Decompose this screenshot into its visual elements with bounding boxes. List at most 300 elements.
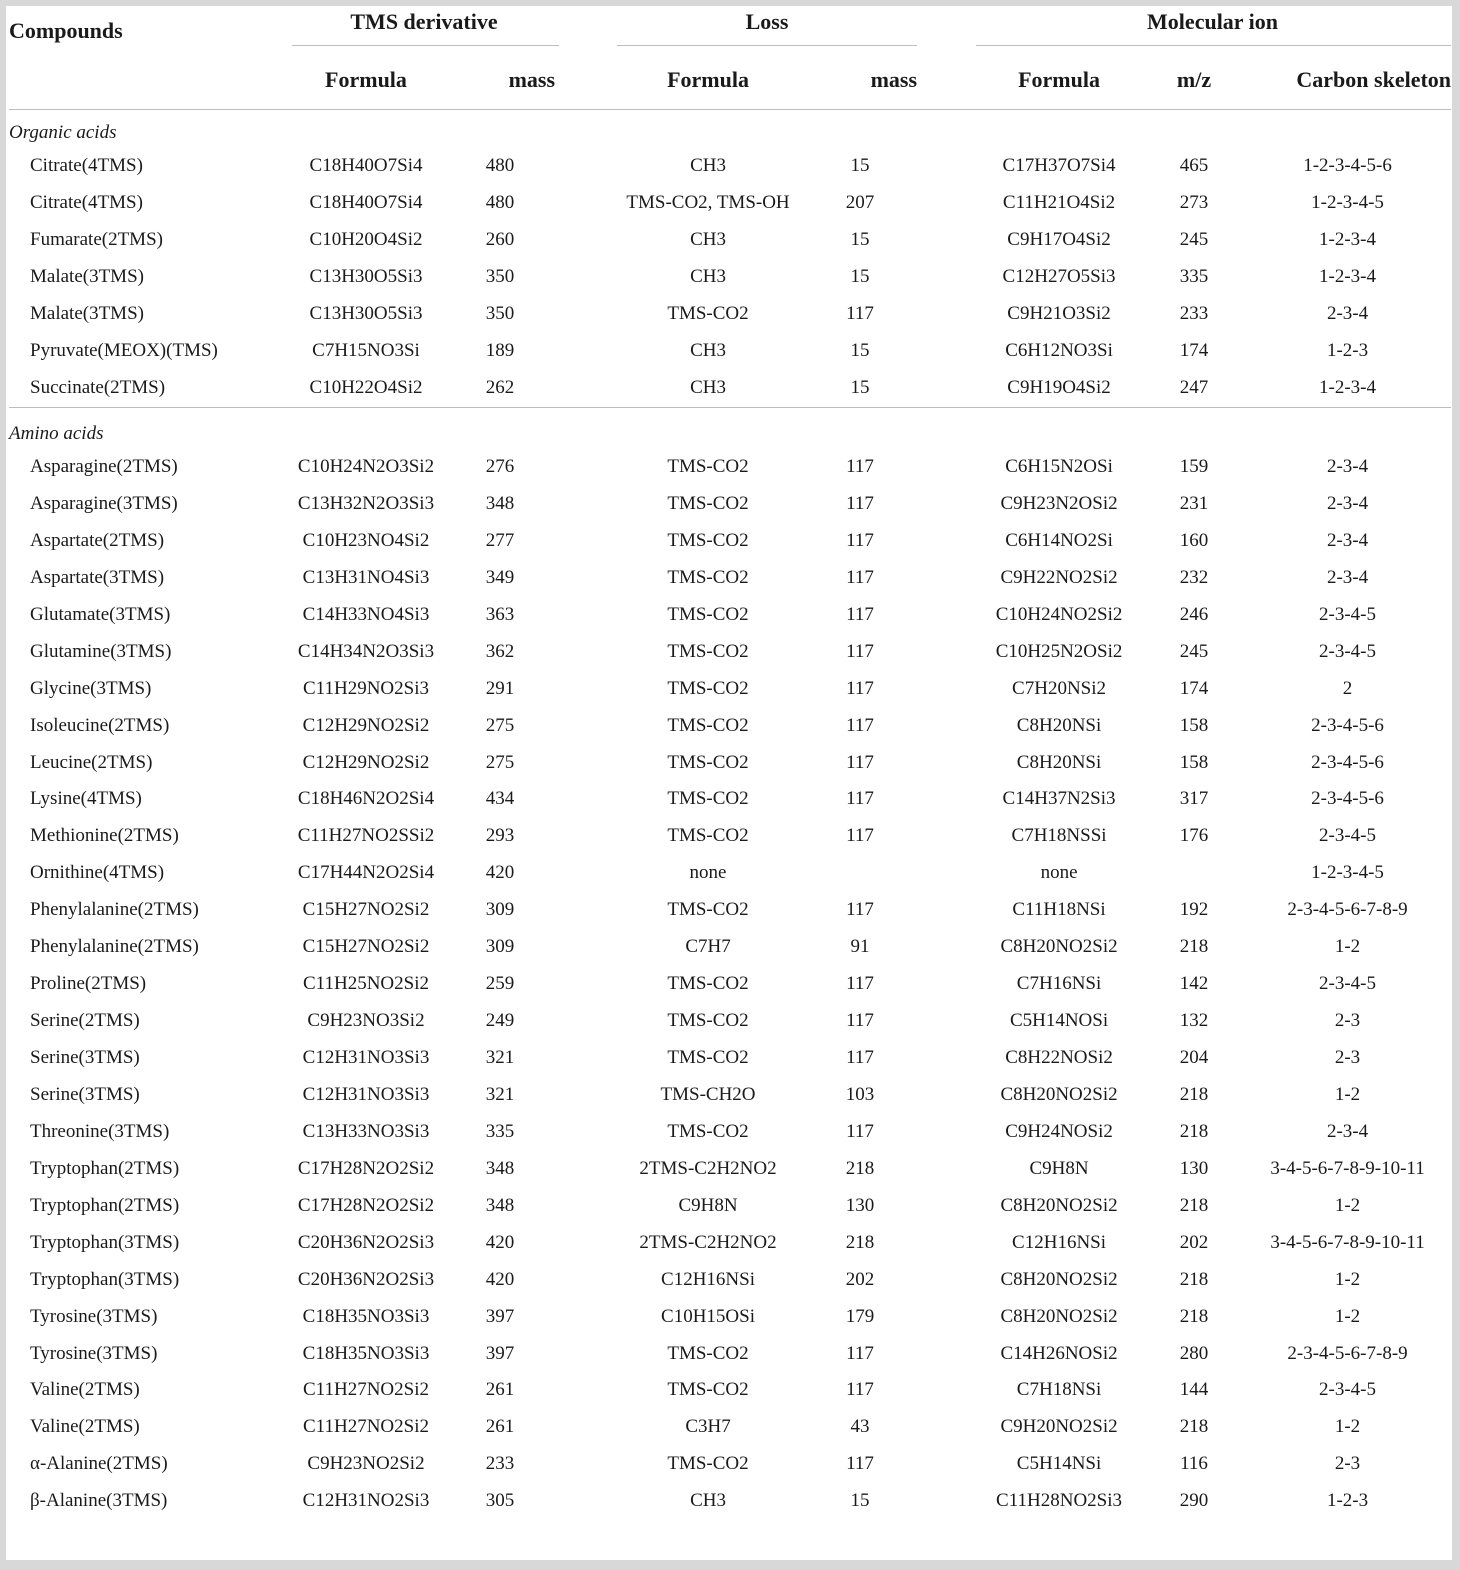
carbon-skeleton: 1-2 [1334,1083,1361,1105]
carbon-skeleton: 1-2-3-4 [1319,266,1377,288]
tms-mass: 276 [485,456,515,478]
table-row [9,818,1451,855]
loss-formula: TMS-CO2 [667,714,749,736]
spacer [558,1187,615,1224]
table-row [9,559,1451,596]
spacer [919,1335,974,1372]
carbon-skeleton: 2-3-4 [1326,303,1369,325]
carbon-skeleton: 3-4-5-6-7-8-9-10-11 [1270,1231,1425,1253]
spacer [558,596,615,633]
loss-mass: 202 [845,1268,875,1290]
tms-formula: C18H40O7Si4 [309,155,423,177]
loss-mass: 117 [846,492,874,514]
tms-mass: 249 [485,1010,515,1032]
tms-formula: C11H27NO2Si2 [303,1416,429,1438]
spacer [558,892,615,929]
spacer [558,1040,615,1077]
compound-name: Succinate(2TMS) [30,377,166,399]
compound-name: Aspartate(2TMS) [30,529,165,551]
loss-mass: 15 [850,229,870,251]
section-row [9,407,1451,449]
ion-formula: C9H20NO2Si2 [1000,1416,1118,1438]
tms-mass: 348 [485,1194,515,1216]
tms-formula: C15H27NO2Si2 [302,899,430,921]
spacer [558,1224,615,1261]
tms-mass: 420 [485,1268,515,1290]
loss-formula: TMS-CO2 [667,603,749,625]
spacer [919,744,974,781]
tms-mass: 309 [485,936,515,958]
ion-formula: C9H23N2OSi2 [1000,492,1118,514]
spacer [558,1483,615,1520]
spacer [558,929,615,966]
spacer [558,222,615,259]
compound-name: Leucine(2TMS) [30,751,153,773]
table-row [9,596,1451,633]
ion-formula: C7H20NSi2 [1012,677,1107,699]
loss-formula: TMS-CO2, TMS-OH [626,192,790,214]
ion-formula: C11H21O4Si2 [1002,192,1116,214]
loss-mass: 117 [846,751,874,773]
tms-formula: C18H35NO3Si3 [302,1305,430,1327]
loss-mass: 117 [846,788,874,810]
ion-mz: 247 [1179,377,1209,399]
header-spacer-2 [919,51,974,110]
carbon-skeleton: 2-3-4-5 [1319,973,1377,995]
ion-formula: C8H20NO2Si2 [1000,1305,1118,1327]
header-ion-formula: Formula [1018,67,1100,92]
carbon-skeleton: 2-3-4-5-6-7-8-9 [1287,899,1408,921]
ion-mz: 174 [1179,340,1209,362]
table-row [9,449,1451,486]
spacer [919,596,974,633]
carbon-skeleton: 2-3-4-5 [1319,1379,1377,1401]
table-row [9,148,1451,185]
header-group-tms [290,6,558,51]
loss-formula: CH3 [690,266,726,288]
tms-formula: C20H36N2O2Si3 [297,1268,435,1290]
tms-mass: 321 [485,1047,515,1069]
loss-mass: 117 [846,714,874,736]
spacer [919,259,974,296]
loss-mass: 117 [846,1120,874,1142]
tms-mass: 277 [485,529,515,551]
loss-mass: 117 [846,973,874,995]
loss-formula: C3H7 [685,1416,731,1438]
compound-name: Isoleucine(2TMS) [30,714,170,736]
table-row [9,633,1451,670]
tms-mass: 363 [485,603,515,625]
loss-mass: 117 [846,1379,874,1401]
loss-mass: 117 [846,303,874,325]
fragment-ion-table [9,6,1451,1520]
tms-formula: C18H35NO3Si3 [302,1342,430,1364]
spacer [919,670,974,707]
ion-formula: C9H8N [1029,1157,1089,1179]
spacer [919,633,974,670]
tms-mass: 291 [485,677,515,699]
header-compounds: Compounds [9,18,123,43]
spacer [558,818,615,855]
compound-name: Valine(2TMS) [30,1416,140,1438]
carbon-skeleton: 2-3-4 [1326,456,1369,478]
spacer [558,296,615,333]
carbon-skeleton: 2-3-4-5 [1319,603,1377,625]
loss-formula: TMS-CO2 [667,1453,749,1475]
ion-mz: 335 [1179,266,1209,288]
spacer [919,559,974,596]
tms-mass: 335 [485,1120,515,1142]
ion-mz: 218 [1179,1416,1209,1438]
spacer [558,259,615,296]
ion-formula: C8H20NO2Si2 [1000,1194,1118,1216]
carbon-skeleton: 1-2 [1334,936,1361,958]
tms-mass: 350 [485,303,515,325]
loss-formula: TMS-CH2O [660,1083,756,1105]
compound-name: Methionine(2TMS) [30,825,179,847]
header-group-ion [974,6,1451,51]
section-title: Organic acids [9,122,117,143]
ion-mz: 246 [1179,603,1209,625]
header-rule-ion [976,45,1451,46]
spacer [919,1040,974,1077]
spacer [919,1224,974,1261]
loss-formula: TMS-CO2 [667,1120,749,1142]
ion-mz: 465 [1179,155,1209,177]
table-row [9,1187,1451,1224]
spacer [919,1003,974,1040]
carbon-skeleton: 2-3-4 [1326,492,1369,514]
spacer [919,781,974,818]
ion-mz: 174 [1179,677,1209,699]
spacer [558,449,615,486]
ion-formula: C8H22NOSi2 [1005,1047,1113,1069]
ion-mz: 218 [1179,1194,1209,1216]
carbon-skeleton: 2-3-4-5-6-7-8-9 [1287,1342,1408,1364]
tms-mass: 350 [485,266,515,288]
loss-mass: 15 [850,1490,870,1512]
spacer [919,1446,974,1483]
carbon-skeleton: 2-3-4 [1326,1120,1369,1142]
ion-formula: C8H20NO2Si2 [1000,936,1118,958]
spacer [919,855,974,892]
loss-formula: CH3 [690,340,726,362]
spacer [919,1113,974,1150]
tms-mass: 420 [485,1231,515,1253]
ion-mz: 218 [1179,1305,1209,1327]
loss-formula: TMS-CO2 [667,788,749,810]
spacer [558,744,615,781]
ion-mz: 158 [1179,714,1209,736]
table-row [9,744,1451,781]
header-ion-skeleton: Carbon skeleton [1296,67,1452,92]
ion-mz: 158 [1179,751,1209,773]
table-row [9,1113,1451,1150]
compound-name: Tryptophan(2TMS) [30,1157,180,1179]
tms-mass: 259 [485,973,515,995]
header-tms-mass: mass [508,67,556,92]
header-row-groups [9,6,1451,51]
loss-formula: TMS-CO2 [667,973,749,995]
compound-name: Tyrosine(3TMS) [30,1305,158,1327]
tms-formula: C17H28N2O2Si2 [297,1157,435,1179]
spacer [919,222,974,259]
tms-formula: C12H31NO2Si3 [302,1490,430,1512]
ion-formula: C10H24NO2Si2 [995,603,1123,625]
compound-name: Aspartate(3TMS) [30,566,165,588]
spacer [919,1298,974,1335]
carbon-skeleton: 1-2-3 [1326,1490,1369,1512]
carbon-skeleton: 1-2 [1334,1305,1361,1327]
compound-name: Malate(3TMS) [30,303,144,325]
ion-formula: C6H14NO2Si [1005,529,1113,551]
spacer [919,892,974,929]
loss-mass: 117 [846,1010,874,1032]
compound-name: Glycine(3TMS) [30,677,152,699]
table-row [9,1483,1451,1520]
tms-formula: C13H32N2O3Si3 [297,492,435,514]
loss-mass: 130 [845,1194,875,1216]
table-row [9,222,1451,259]
header-group-ion-label: Molecular ion [1147,9,1279,34]
compound-name: Threonine(3TMS) [30,1120,170,1142]
spacer [919,296,974,333]
tms-formula: C12H29NO2Si2 [302,714,430,736]
ion-formula: C9H19O4Si2 [1007,377,1111,399]
ion-mz [1144,855,1244,892]
loss-formula: TMS-CO2 [667,1342,749,1364]
loss-formula: TMS-CO2 [667,1379,749,1401]
tms-formula: C10H24N2O3Si2 [297,456,435,478]
ion-mz: 245 [1179,640,1209,662]
loss-formula: TMS-CO2 [667,640,749,662]
tms-formula: C17H44N2O2Si4 [297,862,435,884]
compound-name: Fumarate(2TMS) [30,229,163,251]
header-tms-formula: Formula [325,67,407,92]
section-title: Amino acids [9,407,1451,449]
tms-mass: 348 [485,1157,515,1179]
tms-formula: C11H27NO2SSi2 [297,825,435,847]
loss-formula: CH3 [690,229,726,251]
carbon-skeleton: 2 [1342,677,1353,699]
ion-formula: C14H26NOSi2 [1000,1342,1118,1364]
tms-formula: C11H27NO2Si2 [303,1379,429,1401]
tms-mass: 305 [485,1490,515,1512]
compound-name: Malate(3TMS) [30,266,144,288]
loss-mass: 179 [845,1305,875,1327]
spacer [558,1335,615,1372]
tms-mass: 262 [485,377,515,399]
carbon-skeleton: 1-2-3-4 [1319,229,1377,251]
ion-mz: 280 [1179,1342,1209,1364]
header-group-loss-label: Loss [745,9,789,34]
header-group-loss [615,6,919,51]
ion-formula: C9H24NOSi2 [1005,1120,1113,1142]
table-row [9,781,1451,818]
carbon-skeleton: 1-2 [1334,1194,1361,1216]
spacer [558,522,615,559]
spacer [558,670,615,707]
spacer [919,185,974,222]
loss-mass: 117 [846,603,874,625]
ion-formula: C5H14NSi [1016,1453,1102,1475]
compound-name: β-Alanine(3TMS) [30,1490,168,1512]
carbon-skeleton: 2-3 [1334,1010,1361,1032]
compound-name: Serine(2TMS) [30,1010,140,1032]
spacer [919,333,974,370]
carbon-skeleton: 1-2 [1334,1268,1361,1290]
tms-mass: 348 [485,492,515,514]
ion-mz: 218 [1179,936,1209,958]
compound-name: Valine(2TMS) [30,1379,140,1401]
ion-mz: 204 [1179,1047,1209,1069]
table-row [9,1409,1451,1446]
spacer [919,818,974,855]
carbon-skeleton: 2-3-4 [1326,566,1369,588]
table-row [9,1224,1451,1261]
tms-formula: C14H33NO4Si3 [302,603,430,625]
ion-mz: 232 [1179,566,1209,588]
spacer [558,559,615,596]
table-row [9,1150,1451,1187]
tms-mass: 434 [485,788,515,810]
carbon-skeleton: 2-3-4-5-6 [1311,751,1384,773]
spacer [919,1150,974,1187]
ion-formula: C8H20NO2Si2 [1000,1268,1118,1290]
compound-name: Asparagine(3TMS) [30,492,178,514]
loss-formula: C9H8N [678,1194,738,1216]
table-row [9,929,1451,966]
carbon-skeleton: 2-3-4-5 [1319,825,1377,847]
ion-mz: 130 [1179,1157,1209,1179]
ion-mz: 245 [1179,229,1209,251]
tms-formula: C9H23NO3Si2 [307,1010,425,1032]
ion-formula: C12H16NSi [1012,1231,1107,1253]
tms-mass: 480 [485,155,515,177]
ion-mz: 233 [1179,303,1209,325]
header-gap-2 [919,6,974,51]
table-row [9,855,1451,892]
table-row [9,670,1451,707]
spacer [919,966,974,1003]
tms-formula: C11H29NO2Si3 [303,677,429,699]
spacer [558,855,615,892]
tms-formula: C20H36N2O2Si3 [297,1231,435,1253]
ion-formula: C12H27O5Si3 [1002,266,1116,288]
ion-mz: 192 [1179,899,1209,921]
compound-name: Serine(3TMS) [30,1047,140,1069]
loss-formula: TMS-CO2 [667,303,749,325]
header-ion-mz: m/z [1176,67,1212,92]
loss-formula: C10H15OSi [661,1305,755,1327]
table-panel [6,6,1452,1560]
carbon-skeleton: 1-2-3 [1326,340,1369,362]
ion-mz: 159 [1179,456,1209,478]
table-row [9,296,1451,333]
header-rule-loss [617,45,917,46]
spacer [558,1409,615,1446]
loss-mass: 117 [846,899,874,921]
header-group-tms-label: TMS derivative [350,9,498,34]
header-gap-1 [558,6,615,51]
compound-name: Lysine(4TMS) [30,788,142,810]
tms-formula: C10H20O4Si2 [309,229,423,251]
ion-formula: C7H18NSSi [1011,825,1107,847]
ion-formula: C7H18NSi [1016,1379,1102,1401]
tms-mass: 293 [485,825,515,847]
compound-name: Phenylalanine(2TMS) [30,936,199,958]
table-row [9,1077,1451,1114]
ion-formula: C9H17O4Si2 [1007,229,1111,251]
tms-mass: 260 [485,229,515,251]
spacer [919,1187,974,1224]
loss-mass: 218 [845,1231,875,1253]
spacer [919,1077,974,1114]
loss-mass: 117 [846,529,874,551]
spacer [919,449,974,486]
ion-mz: 218 [1179,1083,1209,1105]
table-row [9,707,1451,744]
spacer [919,1372,974,1409]
loss-mass: 43 [850,1416,870,1438]
loss-formula: TMS-CO2 [667,825,749,847]
table-row [9,892,1451,929]
ion-formula: C7H16NSi [1016,973,1102,995]
loss-mass: 15 [850,340,870,362]
loss-mass [801,855,919,892]
tms-mass: 275 [485,751,515,773]
loss-formula: TMS-CO2 [667,456,749,478]
loss-mass: 15 [850,266,870,288]
tms-mass: 275 [485,714,515,736]
ion-mz: 142 [1179,973,1209,995]
table-row [9,370,1451,407]
ion-formula: C8H20NO2Si2 [1000,1083,1118,1105]
loss-mass: 117 [846,677,874,699]
compound-name: Glutamate(3TMS) [30,603,171,625]
tms-mass: 349 [485,566,515,588]
loss-formula: CH3 [690,1490,726,1512]
spacer [558,148,615,185]
tms-mass: 233 [485,1453,515,1475]
loss-mass: 117 [846,825,874,847]
header-rule-tms [292,45,559,46]
spacer [558,1113,615,1150]
tms-formula: C17H28N2O2Si2 [297,1194,435,1216]
loss-formula: TMS-CO2 [667,1010,749,1032]
carbon-skeleton: 1-2-3-4-5-6 [1303,155,1392,177]
table-row [9,1298,1451,1335]
spacer [558,1372,615,1409]
ion-formula: C6H12NO3Si [1005,340,1113,362]
tms-mass: 261 [485,1379,515,1401]
table-row [9,1446,1451,1483]
loss-formula: CH3 [690,155,726,177]
table-row [9,259,1451,296]
header-loss-mass: mass [870,67,918,92]
carbon-skeleton: 2-3-4-5-6 [1311,788,1384,810]
ion-mz: 273 [1179,192,1209,214]
table-row [9,1372,1451,1409]
ion-formula: C8H20NSi [1016,751,1102,773]
spacer [558,1003,615,1040]
tms-mass: 309 [485,899,515,921]
loss-mass: 91 [850,936,870,958]
spacer [558,707,615,744]
spacer [919,929,974,966]
table-row [9,966,1451,1003]
compound-name: Serine(3TMS) [30,1083,140,1105]
